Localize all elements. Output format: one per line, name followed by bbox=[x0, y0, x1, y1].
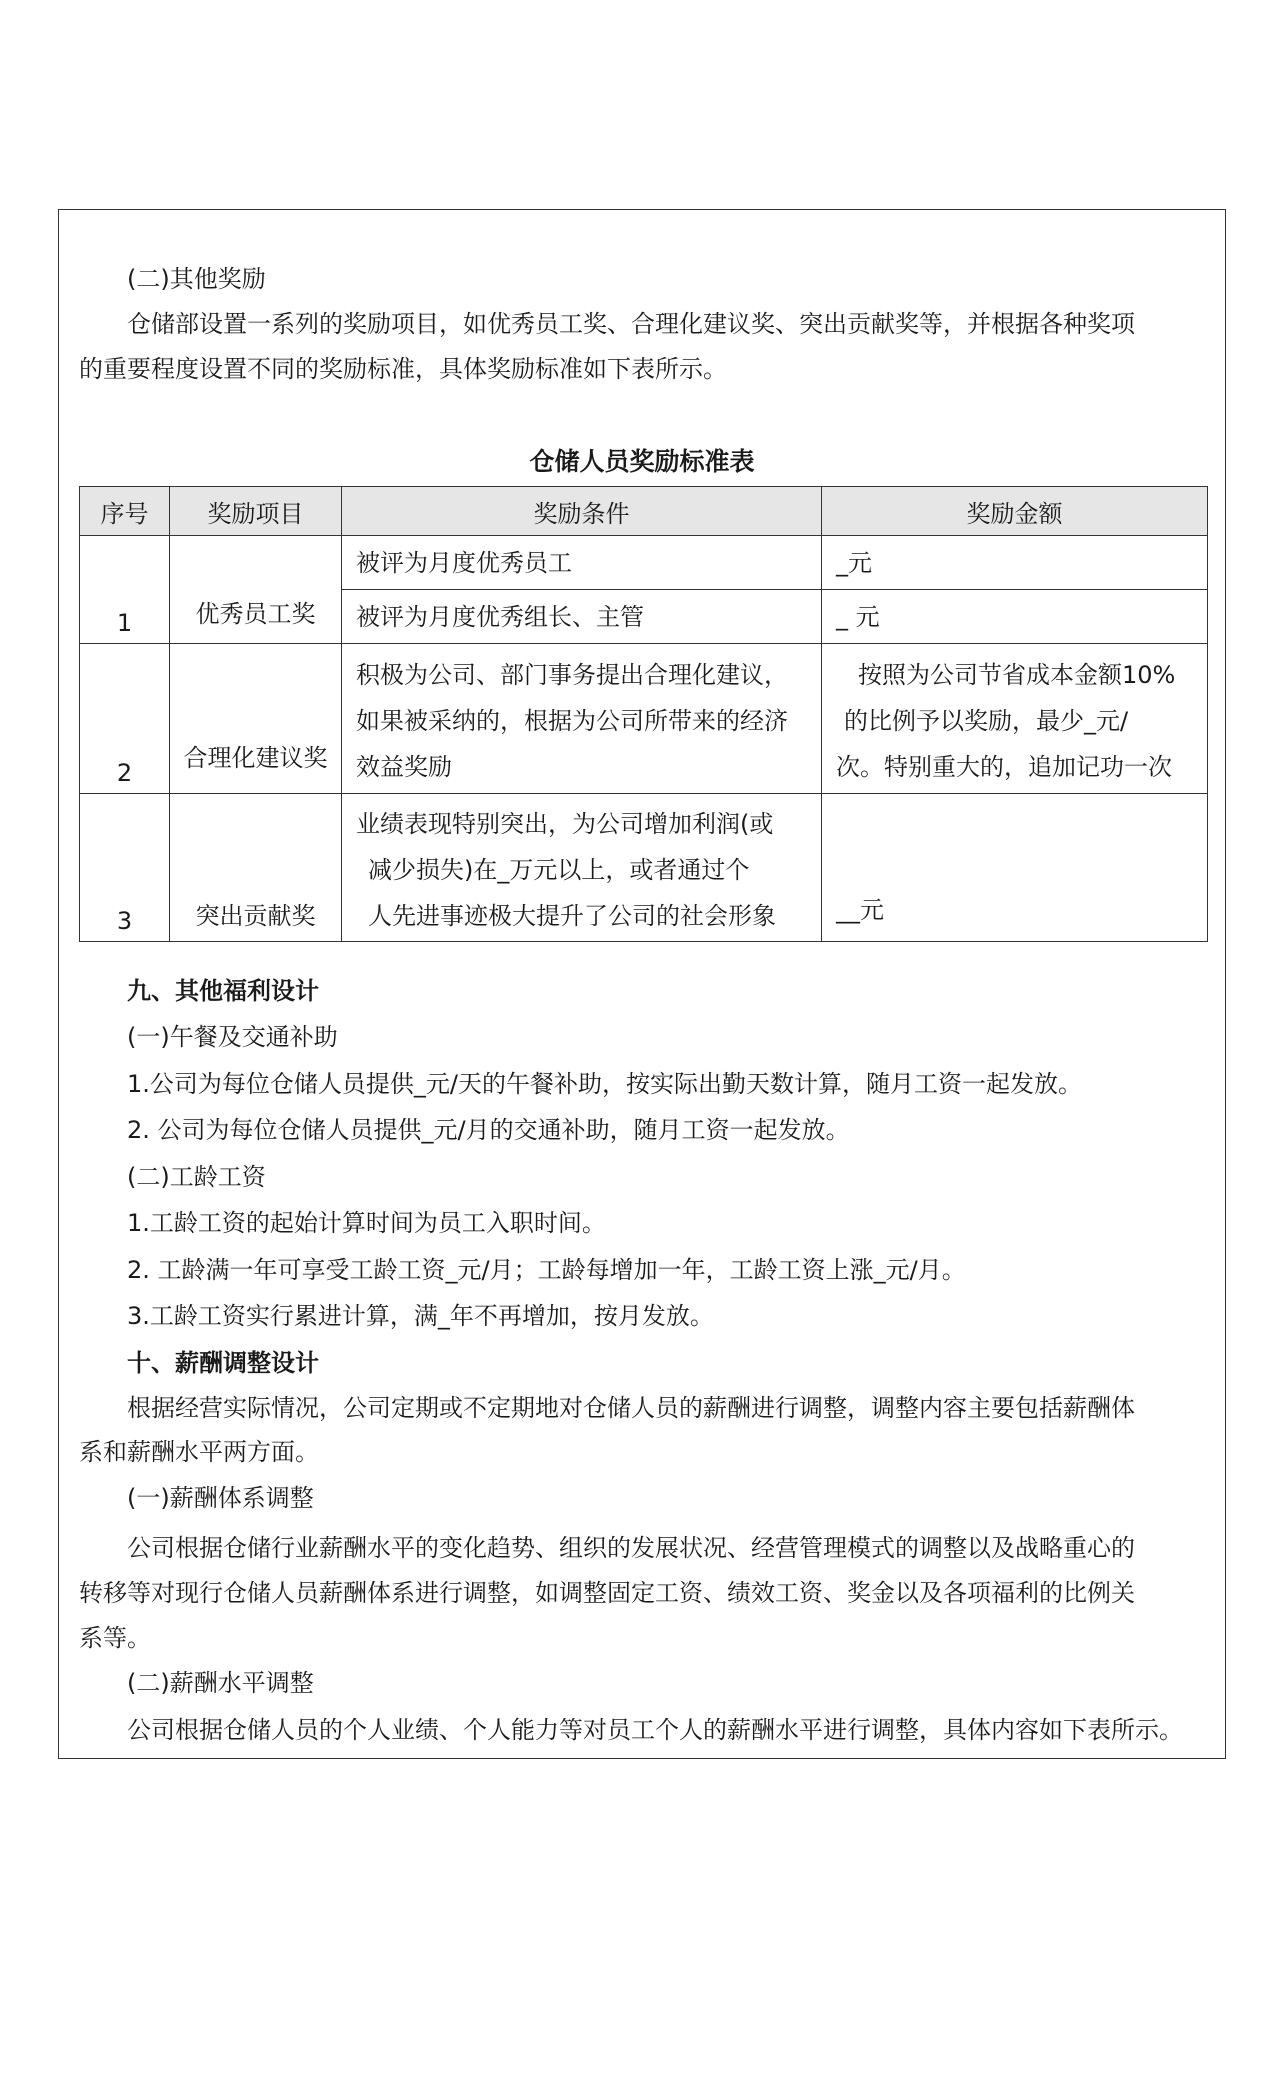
row-3-condition-line: 人先进事迹极大提升了公司的社会形象 bbox=[368, 901, 776, 930]
header-no: 序号 bbox=[80, 487, 170, 536]
salary-adjust-heading: 十、薪酬调整设计 bbox=[127, 1349, 319, 1377]
other-awards-heading: (二)其他奖励 bbox=[127, 265, 266, 293]
welfare-sub1: (一)午餐及交通补助 bbox=[127, 1023, 338, 1051]
welfare-heading: 九、其他福利设计 bbox=[127, 977, 319, 1005]
salary-adjust-para-line-2: 系和薪酬水平两方面。 bbox=[79, 1438, 319, 1466]
table-header-row bbox=[80, 487, 1208, 536]
salary-level-para-line-1: 公司根据仓储人员的个人业绩、个人能力等对员工个人的薪酬水平进行调整，具体内容如下表所示。 bbox=[127, 1716, 1183, 1744]
table-row bbox=[80, 644, 1208, 794]
table-row bbox=[80, 536, 1208, 590]
row-1a-amount: _元 bbox=[822, 536, 1208, 590]
welfare-p2: 2. 公司为每位仓储人员提供_元/月的交通补助，随月工资一起发放。 bbox=[127, 1116, 850, 1144]
row-3-condition bbox=[342, 794, 822, 942]
row-1-no: 1 bbox=[80, 536, 170, 644]
salary-system-para-line-3: 系等。 bbox=[79, 1624, 151, 1652]
welfare-p3: 1.工龄工资的起始计算时间为员工入职时间。 bbox=[127, 1209, 606, 1237]
row-3-condition-line: 减少损失)在_万元以上，或者通过个 bbox=[368, 855, 750, 884]
other-awards-para-line-1: 仓储部设置一系列的奖励项目，如优秀员工奖、合理化建议奖、突出贡献奖等，并根据各种奖项 bbox=[127, 310, 1135, 338]
row-1b-amount: _ 元 bbox=[822, 590, 1208, 644]
welfare-p5: 3.工龄工资实行累进计算，满_年不再增加，按月发放。 bbox=[127, 1302, 714, 1330]
welfare-p1: 1.公司为每位仓储人员提供_元/天的午餐补助，按实际出勤天数计算，随月工资一起发放。 bbox=[127, 1070, 1082, 1098]
row-2-amount-line: 的比例予以奖励，最少_元/ bbox=[844, 706, 1129, 735]
header-item: 奖励项目 bbox=[170, 487, 342, 536]
welfare-p4: 2. 工龄满一年可享受工龄工资_元/月；工龄每增加一年，工龄工资上涨_元/月。 bbox=[127, 1256, 966, 1284]
row-2-amount-line: 按照为公司节省成本金额10% bbox=[858, 660, 1176, 689]
row-1-item: 优秀员工奖 bbox=[170, 536, 342, 644]
row-2-amount-line: 次。特别重大的，追加记功一次 bbox=[836, 752, 1172, 781]
row-3-condition-line: 业绩表现特别突出，为公司增加利润(或 bbox=[356, 809, 774, 838]
row-2-condition-line: 如果被采纳的，根据为公司所带来的经济 bbox=[356, 706, 788, 735]
row-2-condition-line: 效益奖励 bbox=[356, 752, 452, 781]
award-standards-table bbox=[79, 486, 1208, 942]
row-2-condition-line: 积极为公司、部门事务提出合理化建议， bbox=[356, 660, 788, 689]
row-3-no: 3 bbox=[80, 794, 170, 942]
header-amount: 奖励金额 bbox=[822, 487, 1208, 536]
row-2-amount bbox=[822, 644, 1208, 794]
row-1b-condition: 被评为月度优秀组长、主管 bbox=[342, 590, 822, 644]
header-condition: 奖励条件 bbox=[342, 487, 822, 536]
row-2-item: 合理化建议奖 bbox=[170, 644, 342, 794]
table-caption: 仓储人员奖励标准表 bbox=[529, 447, 755, 476]
row-3-item: 突出贡献奖 bbox=[170, 794, 342, 942]
table-row bbox=[80, 794, 1208, 942]
other-awards-para-line-2: 的重要程度设置不同的奖励标准，具体奖励标准如下表所示。 bbox=[79, 355, 727, 383]
document-frame bbox=[58, 209, 1226, 1759]
salary-system-para-line-1: 公司根据仓储行业薪酬水平的变化趋势、组织的发展状况、经营管理模式的调整以及战略重心的 bbox=[127, 1534, 1135, 1562]
salary-adjust-para-line-1: 根据经营实际情况，公司定期或不定期地对仓储人员的薪酬进行调整，调整内容主要包括薪酬体 bbox=[127, 1394, 1135, 1422]
row-3-amount: __元 bbox=[822, 794, 1208, 942]
row-2-condition bbox=[342, 644, 822, 794]
row-2-no: 2 bbox=[80, 644, 170, 794]
welfare-sub2: (二)工龄工资 bbox=[127, 1163, 266, 1191]
row-1a-condition: 被评为月度优秀员工 bbox=[342, 536, 822, 590]
salary-level-heading: (二)薪酬水平调整 bbox=[127, 1669, 314, 1697]
salary-system-heading: (一)薪酬体系调整 bbox=[127, 1484, 314, 1512]
salary-system-para-line-2: 转移等对现行仓储人员薪酬体系进行调整，如调整固定工资、绩效工资、奖金以及各项福利的比例关 bbox=[79, 1579, 1135, 1607]
